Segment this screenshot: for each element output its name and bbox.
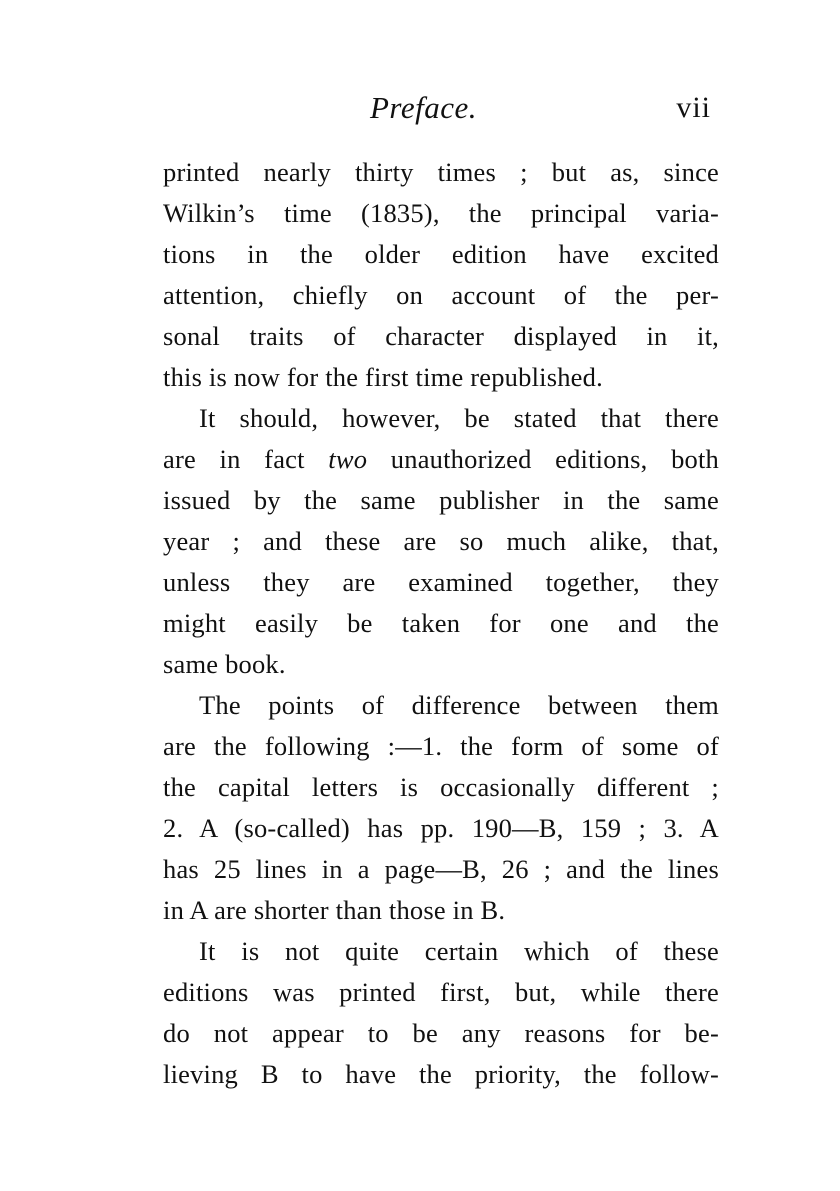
text-line: editions was printed first, but, while there <box>163 977 719 1007</box>
text-line: issued by the same publisher in the same <box>163 485 719 515</box>
paragraph-2 <box>163 398 719 685</box>
text-line: tions in the older edition have excited <box>163 239 719 269</box>
body-text <box>163 152 719 1095</box>
text-line: The points of difference between them <box>199 690 719 720</box>
emphasis-two: two <box>328 444 368 474</box>
text-line: lieving B to have the priority, the follow- <box>163 1059 719 1089</box>
text-line: do not appear to be any reasons for be- <box>163 1018 719 1048</box>
text-line: 2. A (so-called) has pp. 190—B, 159 ; 3. A <box>163 813 719 843</box>
text-line: this is now for the first time republished. <box>163 362 603 392</box>
text-line: might easily be taken for one and the <box>163 608 719 638</box>
paragraph-4 <box>163 931 719 1095</box>
text-line: It is not quite certain which of these <box>199 936 719 966</box>
text-line: the capital letters is occasionally different ; <box>163 772 719 802</box>
paragraph-3 <box>163 685 719 931</box>
text-line: in A are shorter than those in B. <box>163 895 506 925</box>
text-line <box>163 439 719 480</box>
text-line: Wilkin’s time (1835), the principal varia- <box>163 198 719 228</box>
text-segment: are in fact <box>163 444 329 474</box>
text-line: attention, chiefly on account of the per- <box>163 280 719 310</box>
paragraph-1 <box>163 152 719 398</box>
text-line: unless they are examined together, they <box>163 567 719 597</box>
text-line: are the following :—1. the form of some of <box>163 731 719 761</box>
text-line: has 25 lines in a page—B, 26 ; and the lines <box>163 854 719 884</box>
text-line: year ; and these are so much alike, that, <box>163 526 719 556</box>
text-segment: unauthorized editions, both <box>367 444 719 474</box>
text-line: same book. <box>163 649 286 679</box>
running-head <box>163 88 719 132</box>
text-line: printed nearly thirty times ; but as, since <box>163 157 719 187</box>
text-line: sonal traits of character displayed in it, <box>163 321 719 351</box>
page-number: vii <box>676 91 711 124</box>
text-line: It should, however, be stated that there <box>199 403 719 433</box>
running-title: Preface. <box>370 90 477 125</box>
